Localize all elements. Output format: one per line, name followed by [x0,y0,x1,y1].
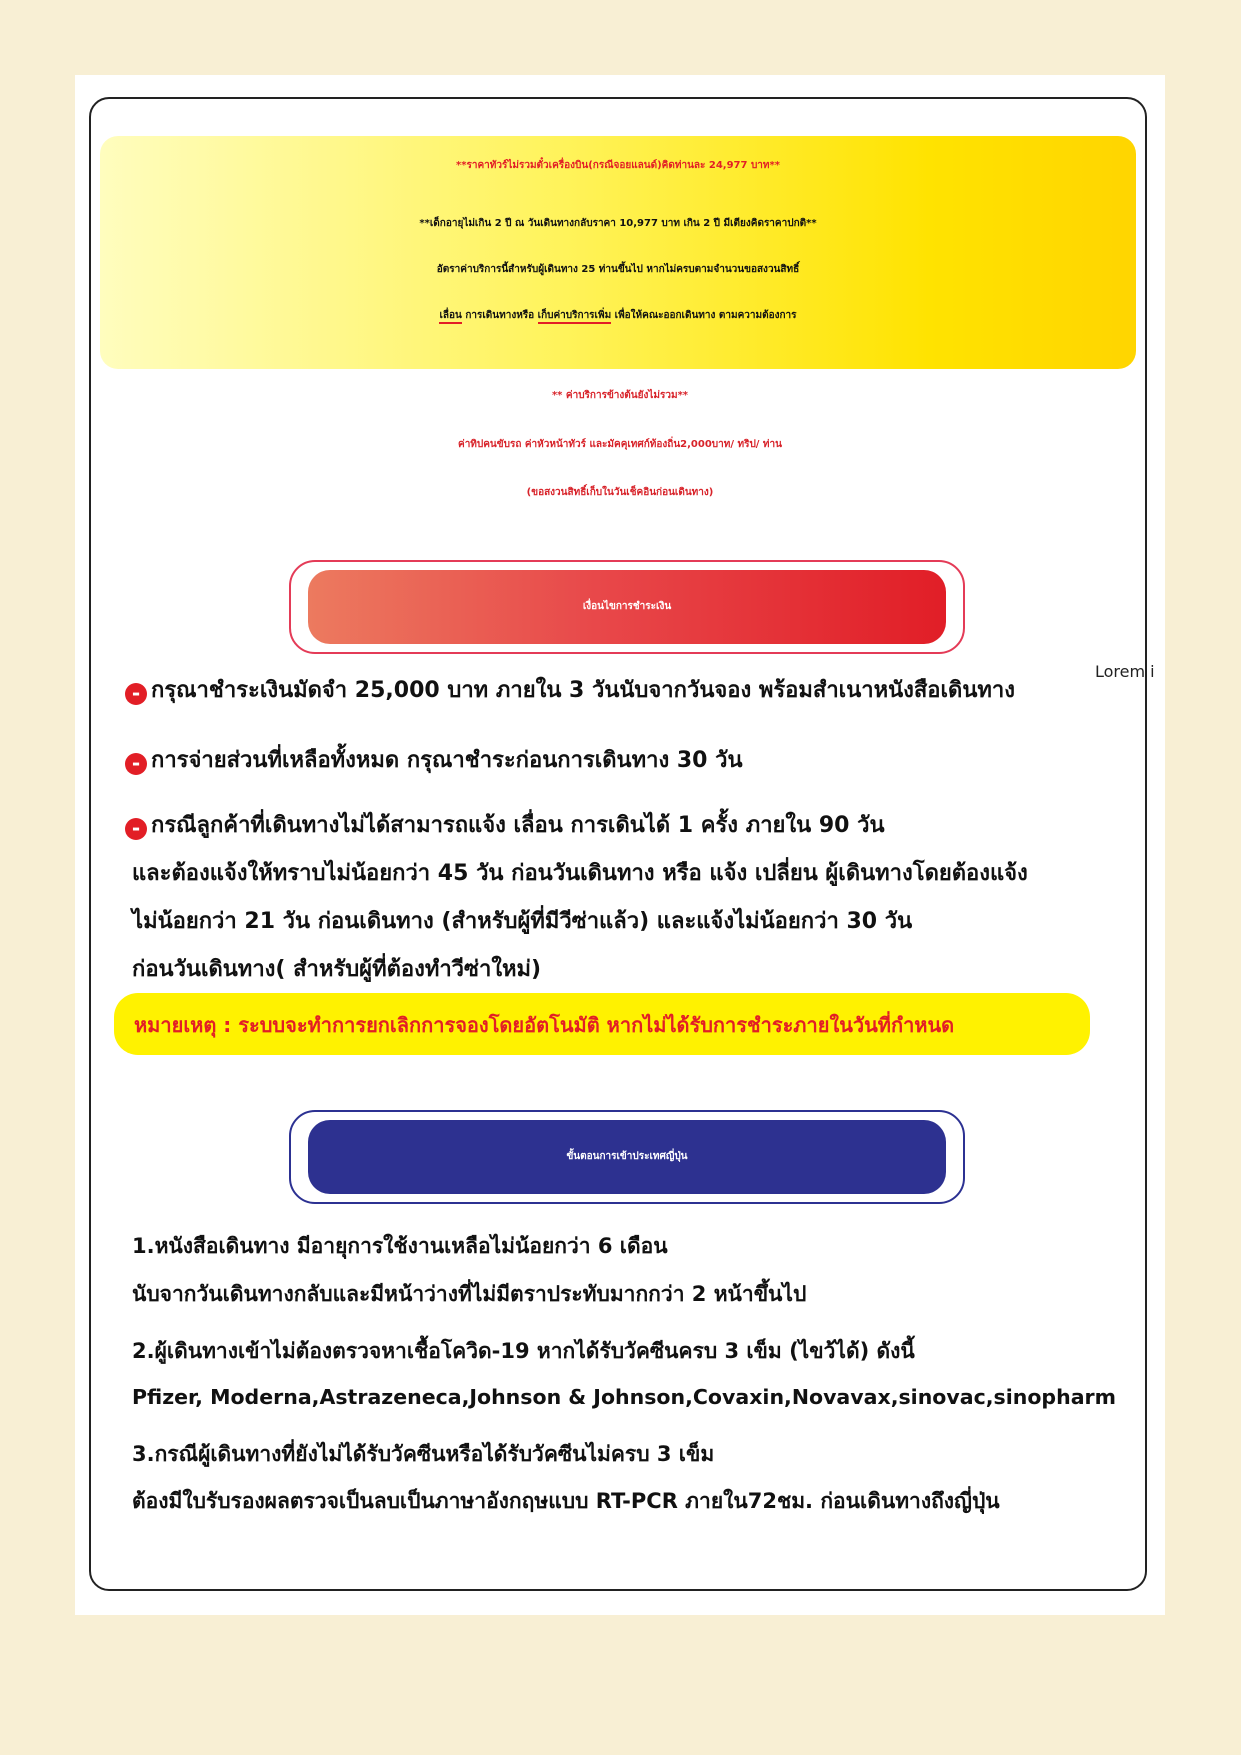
deposit-text: กรุณาชำระเงินมัดจำ 25,000 บาท ภายใน 3 วันนับจากวันจอง พร้อมสำเนาหนังสือเดินทาง [151,678,1015,703]
reserve-note: (ขอสงวนสิทธิ์เก็บในวันเช็คอินก่อนเดินทาง) [526,487,714,498]
tips-note: ค่าทิปคนขับรถ ค่าหัวหน้าทัวร์ และมัคคุเทศก์ท้องถิ่น2,000บาท/ ทริป/ ท่าน [458,439,782,450]
postpone-mid: การเดินทางหรือ [461,310,538,321]
child-price-note: **เด็กอายุไม่เกิน 2 ปี ณ วันเดินทางกลับราคา 10,977 บาท เกิน 2 ปี มีเตียงคิดราคาปกติ** [419,218,817,229]
bullet-change [125,807,885,842]
postpone-end: เพื่อให้คณะออกเดินทาง ตามความต้องการ [611,310,797,321]
bullet-icon: - [125,753,147,775]
change-text-1: กรณีลูกค้าที่เดินทางไม่ได้สามารถแจ้ง เลื่อน การเดินได้ 1 ครั้ง ภายใน 90 วัน [151,813,885,838]
payment-title: เงื่อนไขการชำระเงิน [308,570,946,644]
bullet-balance [125,742,743,777]
entry-title: ขั้นตอนการเข้าประเทศญี่ปุ่น [308,1120,946,1194]
postpone-note [100,308,1136,323]
step-3-line-2: ต้องมีใบรับรองผลตรวจเป็นลบเป็นภาษาอังกฤษแบบ RT-PCR ภายใน72ชม. ก่อนเดินทางถึงญี่ปุ่น [132,1489,1000,1513]
payment-banner [289,560,965,654]
document-page [75,75,1165,1615]
entry-banner [289,1110,965,1204]
change-text-4: ก่อนวันเดินทาง( สำหรับผู้ที่ต้องทำวีซ่าใหม่) [132,957,542,982]
step-1-line-1: 1.หนังสือเดินทาง มีอายุการใช้งานเหลือไม่น้อยกว่า 6 เดือน [132,1234,668,1258]
pricing-box [100,136,1136,369]
excluded-title: ** ค่าบริการข้างต้นยังไม่รวม** [551,390,689,401]
postpone-word: เลื่อน [439,310,461,324]
minimum-group-note: อัตราค่าบริการนี้สำหรับผู้เดินทาง 25 ท่านขึ้นไป หากไม่ครบตามจำนวนขอสงวนสิทธิ์ [436,264,800,275]
balance-text: การจ่ายส่วนที่เหลือทั้งหมด กรุณาชำระก่อนการเดินทาง 30 วัน [151,748,743,773]
bullet-icon: - [125,683,147,705]
bullet-icon: - [125,818,147,840]
step-2-line-2: Pfizer, Moderna,Astrazeneca,Johnson & Johnson,Covaxin,Novavax,sinovac,sinopharm [132,1385,1116,1409]
remark-text: หมายเหตุ : ระบบจะทำการยกเลิกการจองโดยอัตโนมัติ หากไม่ได้รับการชำระภายในวันที่กำหนด [134,1013,955,1037]
step-2-line-1: 2.ผู้เดินทางเข้าไม่ต้องตรวจหาเชื้อโควิด-19 หากได้รับวัคซีนครบ 3 เข็ม (ไขว้ได้) ดังนี้ [132,1339,915,1363]
placeholder-text: Lorem i [1095,662,1155,681]
step-1-line-2: นับจากวันเดินทางกลับและมีหน้าว่างที่ไม่มีตราประทับมากกว่า 2 หน้าขึ้นไป [132,1282,807,1306]
bullet-deposit [125,672,1015,707]
change-text-2: และต้องแจ้งให้ทราบไม่น้อยกว่า 45 วัน ก่อนวันเดินทาง หรือ แจ้ง เปลี่ยน ผู้เดินทางโดยต้องแจ้ง [132,861,1028,886]
price-headline: **ราคาทัวร์ไม่รวมตั๋วเครื่องบิน(กรณีจอยแลนด์)คิดท่านละ 24,977 บาท** [456,160,780,171]
step-3-line-1: 3.กรณีผู้เดินทางที่ยังไม่ได้รับวัคซีนหรือได้รับวัคซีนไม่ครบ 3 เข็ม [132,1442,715,1466]
remark-box [114,993,1090,1055]
change-text-3: ไม่น้อยกว่า 21 วัน ก่อนเดินทาง (สำหรับผู้ที่มีวีซ่าแล้ว) และแจ้งไม่น้อยกว่า 30 วัน [132,909,913,934]
extra-fee-word: เก็บค่าบริการเพิ่ม [538,310,612,324]
